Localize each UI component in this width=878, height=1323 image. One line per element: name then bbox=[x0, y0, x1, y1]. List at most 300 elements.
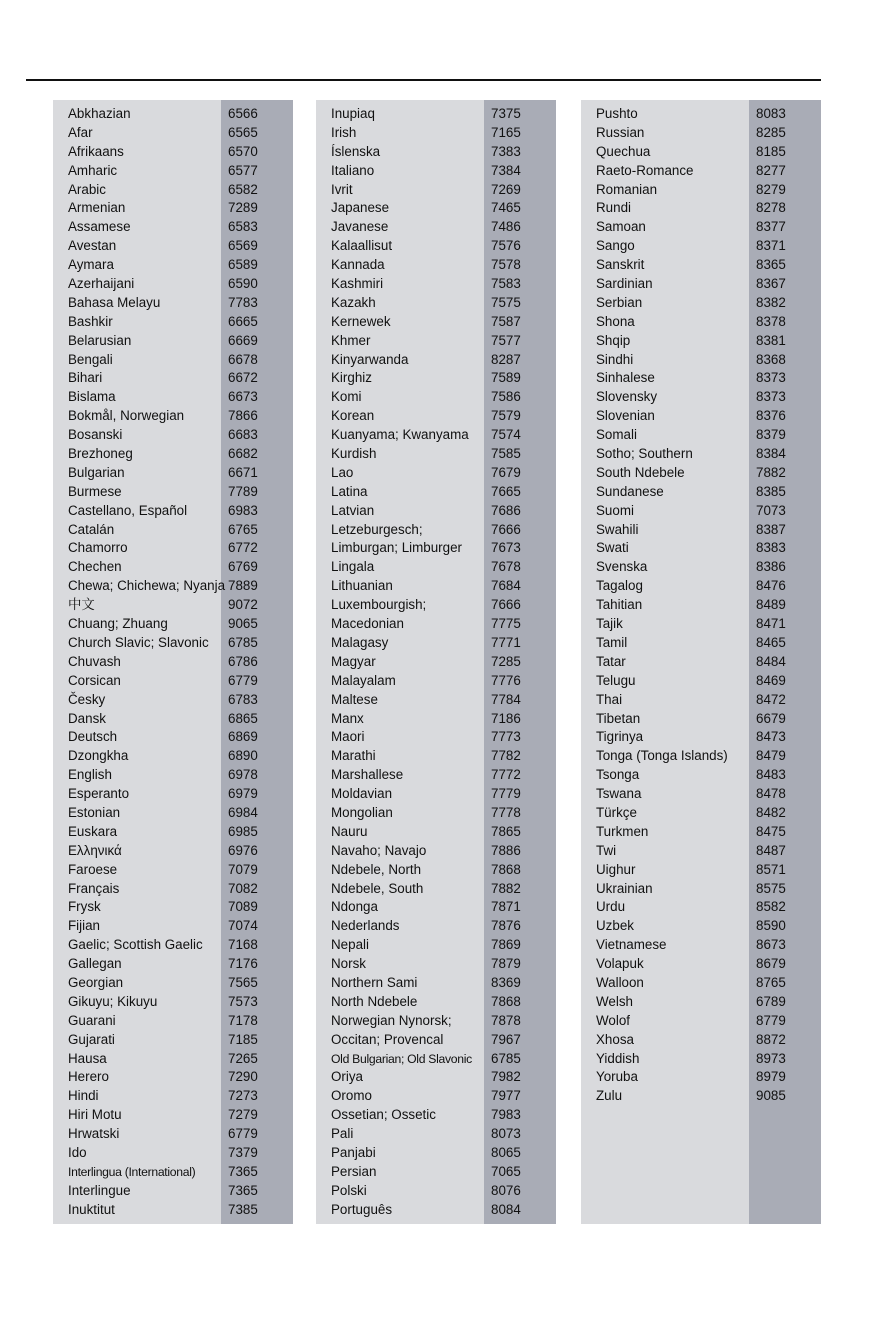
language-row bbox=[581, 369, 821, 388]
language-name: Malayalam bbox=[331, 672, 396, 688]
language-row bbox=[581, 1050, 821, 1069]
language-code: 7579 bbox=[491, 408, 521, 424]
language-name: Nederlands bbox=[331, 918, 400, 934]
language-code: 8387 bbox=[756, 521, 786, 537]
language-row bbox=[53, 351, 293, 370]
language-name: Volapuk bbox=[596, 956, 644, 972]
language-name: Tigrinya bbox=[596, 729, 644, 745]
language-name: Afar bbox=[68, 124, 93, 140]
language-name: Thai bbox=[596, 691, 623, 707]
language-code: 7666 bbox=[491, 597, 521, 613]
language-row bbox=[53, 1182, 293, 1201]
language-row bbox=[316, 898, 556, 917]
language-name: Esperanto bbox=[68, 786, 130, 802]
language-code: 7573 bbox=[228, 993, 258, 1009]
language-name: Azerhaijani bbox=[68, 276, 135, 292]
language-code: 8185 bbox=[756, 143, 786, 159]
language-name: Tamil bbox=[596, 634, 628, 650]
language-code: 7771 bbox=[491, 634, 521, 650]
language-code: 7876 bbox=[491, 918, 521, 934]
language-name: Slovenian bbox=[596, 408, 655, 424]
language-name: Slovensky bbox=[596, 389, 658, 405]
language-code: 7576 bbox=[491, 238, 521, 254]
language-code: 7587 bbox=[491, 313, 521, 329]
language-name: Sango bbox=[596, 238, 635, 254]
language-code: 8369 bbox=[491, 974, 521, 990]
language-row bbox=[53, 313, 293, 332]
language-name: Latina bbox=[331, 483, 368, 499]
language-name: English bbox=[68, 767, 112, 783]
language-name: Kannada bbox=[331, 257, 385, 273]
language-row bbox=[316, 426, 556, 445]
language-name: Íslenska bbox=[331, 143, 381, 159]
language-row bbox=[581, 955, 821, 974]
language-row bbox=[53, 634, 293, 653]
language-name: Khmer bbox=[331, 332, 371, 348]
language-code: 7289 bbox=[228, 200, 258, 216]
language-code: 6865 bbox=[228, 710, 258, 726]
language-row bbox=[581, 634, 821, 653]
language-code: 7383 bbox=[491, 143, 521, 159]
language-name: Bashkir bbox=[68, 313, 113, 329]
language-name: Tagalog bbox=[596, 578, 643, 594]
language-name: Walloon bbox=[596, 974, 644, 990]
language-name: Dzongkha bbox=[68, 748, 129, 764]
language-code: 8765 bbox=[756, 974, 786, 990]
language-code: 8287 bbox=[491, 351, 521, 367]
language-code: 8385 bbox=[756, 483, 786, 499]
language-row bbox=[581, 294, 821, 313]
language-code: 6769 bbox=[228, 559, 258, 575]
language-name: Burmese bbox=[68, 483, 122, 499]
language-row bbox=[316, 1163, 556, 1182]
language-row bbox=[316, 710, 556, 729]
language-name: Kazakh bbox=[331, 294, 376, 310]
language-code: 8673 bbox=[756, 937, 786, 953]
language-row bbox=[53, 162, 293, 181]
language-code: 8371 bbox=[756, 238, 786, 254]
language-name: Português bbox=[331, 1201, 393, 1217]
language-row bbox=[581, 785, 821, 804]
language-row bbox=[581, 1012, 821, 1031]
language-row bbox=[53, 728, 293, 747]
language-name: Marathi bbox=[331, 748, 376, 764]
language-code: 7178 bbox=[228, 1012, 258, 1028]
language-row bbox=[581, 823, 821, 842]
language-name: Kernewek bbox=[331, 313, 391, 329]
language-name: Svenska bbox=[596, 559, 648, 575]
language-row bbox=[53, 445, 293, 464]
language-name: Norwegian Nynorsk; bbox=[331, 1012, 452, 1028]
language-code: 8473 bbox=[756, 729, 786, 745]
language-name: Tonga (Tonga Islands) bbox=[596, 748, 728, 764]
language-row bbox=[316, 823, 556, 842]
language-row bbox=[581, 747, 821, 766]
language-name: Rundi bbox=[596, 200, 631, 216]
language-name: Wolof bbox=[596, 1012, 630, 1028]
language-name: Church Slavic; Slavonic bbox=[68, 634, 209, 650]
language-row bbox=[316, 728, 556, 747]
language-code: 7279 bbox=[228, 1107, 258, 1123]
language-code: 8472 bbox=[756, 691, 786, 707]
language-row bbox=[316, 124, 556, 143]
language-name: Maltese bbox=[331, 691, 378, 707]
language-code: 8478 bbox=[756, 786, 786, 802]
language-row bbox=[581, 898, 821, 917]
language-code: 8386 bbox=[756, 559, 786, 575]
language-row bbox=[581, 275, 821, 294]
language-name: Marshallese bbox=[331, 767, 404, 783]
language-name: Telugu bbox=[596, 672, 636, 688]
language-row bbox=[53, 974, 293, 993]
language-row bbox=[581, 199, 821, 218]
language-row bbox=[581, 124, 821, 143]
language-row bbox=[316, 275, 556, 294]
language-code: 7679 bbox=[491, 464, 521, 480]
language-row bbox=[581, 105, 821, 124]
language-name: Bengali bbox=[68, 351, 113, 367]
language-name: Swahili bbox=[596, 521, 639, 537]
language-name: Suomi bbox=[596, 502, 634, 518]
language-code: 9072 bbox=[228, 597, 258, 613]
language-name: Hiri Motu bbox=[68, 1107, 122, 1123]
language-code: 6785 bbox=[228, 634, 258, 650]
language-row bbox=[53, 388, 293, 407]
language-code: 7882 bbox=[491, 880, 521, 896]
language-code: 7186 bbox=[491, 710, 521, 726]
language-name: Gujarati bbox=[68, 1031, 115, 1047]
language-row bbox=[316, 1050, 556, 1069]
language-code: 6984 bbox=[228, 804, 258, 820]
language-row bbox=[581, 710, 821, 729]
language-row bbox=[316, 105, 556, 124]
language-name: Nauru bbox=[331, 823, 368, 839]
language-code: 8368 bbox=[756, 351, 786, 367]
language-code: 7176 bbox=[228, 956, 258, 972]
language-row bbox=[581, 880, 821, 899]
language-row bbox=[53, 710, 293, 729]
language-name: Deutsch bbox=[68, 729, 118, 745]
language-row bbox=[53, 294, 293, 313]
language-row bbox=[53, 747, 293, 766]
language-code: 8475 bbox=[756, 823, 786, 839]
language-name: Français bbox=[68, 880, 120, 896]
language-code: 8365 bbox=[756, 257, 786, 273]
language-name: Ossetian; Ossetic bbox=[331, 1107, 436, 1123]
language-name: Abkhazian bbox=[68, 106, 131, 121]
language-row bbox=[53, 407, 293, 426]
language-name: Japanese bbox=[331, 200, 390, 216]
language-list bbox=[53, 105, 293, 1220]
language-row bbox=[316, 294, 556, 313]
language-code: 7285 bbox=[491, 653, 521, 669]
language-code: 7882 bbox=[756, 464, 786, 480]
language-name: Old Bulgarian; Old Slavonic bbox=[331, 1051, 472, 1066]
language-name: Persian bbox=[331, 1163, 377, 1179]
language-code: 6785 bbox=[491, 1050, 521, 1066]
language-name: Lao bbox=[331, 464, 354, 480]
language-name: Uzbek bbox=[596, 918, 634, 934]
language-row bbox=[581, 181, 821, 200]
language-row bbox=[53, 1201, 293, 1220]
language-name: Euskara bbox=[68, 823, 118, 839]
language-row bbox=[53, 521, 293, 540]
language-row bbox=[581, 426, 821, 445]
language-row bbox=[53, 275, 293, 294]
language-code: 7384 bbox=[491, 162, 521, 178]
language-code: 8489 bbox=[756, 597, 786, 613]
language-name: Ndebele, South bbox=[331, 880, 424, 896]
language-code: 8084 bbox=[491, 1201, 521, 1217]
language-name: Corsican bbox=[68, 672, 121, 688]
language-row bbox=[53, 596, 293, 615]
language-row bbox=[316, 596, 556, 615]
language-code: 6682 bbox=[228, 446, 258, 462]
language-row bbox=[316, 1125, 556, 1144]
language-code: 7868 bbox=[491, 861, 521, 877]
language-code: 8376 bbox=[756, 408, 786, 424]
language-row bbox=[581, 558, 821, 577]
language-name: Sindhi bbox=[596, 351, 634, 367]
language-name: Chechen bbox=[68, 559, 122, 575]
language-name: Chuvash bbox=[68, 653, 121, 669]
language-code: 7465 bbox=[491, 200, 521, 216]
language-row bbox=[316, 539, 556, 558]
language-row bbox=[316, 1144, 556, 1163]
language-row bbox=[53, 880, 293, 899]
language-row bbox=[53, 577, 293, 596]
language-code: 7585 bbox=[491, 446, 521, 462]
language-code: 8590 bbox=[756, 918, 786, 934]
language-code: 6979 bbox=[228, 786, 258, 802]
language-code: 7365 bbox=[228, 1163, 258, 1179]
language-code-table-column-2 bbox=[316, 100, 556, 1224]
language-row bbox=[53, 823, 293, 842]
language-code: 8076 bbox=[491, 1182, 521, 1198]
language-code: 6665 bbox=[228, 313, 258, 329]
language-name: Guarani bbox=[68, 1012, 116, 1028]
language-code: 6789 bbox=[756, 993, 786, 1009]
language-code: 8073 bbox=[491, 1126, 521, 1142]
language-name: Navaho; Navajo bbox=[331, 842, 427, 858]
language-name: Chamorro bbox=[68, 540, 128, 556]
language-row bbox=[581, 917, 821, 936]
language-code: 8979 bbox=[756, 1069, 786, 1085]
language-row bbox=[581, 539, 821, 558]
language-code: 8285 bbox=[756, 124, 786, 140]
language-name: Ndebele, North bbox=[331, 861, 422, 877]
language-row bbox=[316, 1201, 556, 1220]
language-code: 7782 bbox=[491, 748, 521, 764]
language-name: Afrikaans bbox=[68, 143, 124, 159]
language-code: 7074 bbox=[228, 918, 258, 934]
language-row bbox=[53, 332, 293, 351]
language-code: 7983 bbox=[491, 1107, 521, 1123]
language-code: 7578 bbox=[491, 257, 521, 273]
language-row bbox=[581, 1068, 821, 1087]
language-name: 中文 bbox=[68, 597, 95, 613]
language-code: 7865 bbox=[491, 823, 521, 839]
language-code: 6582 bbox=[228, 181, 258, 197]
language-code: 6779 bbox=[228, 1126, 258, 1142]
language-row bbox=[316, 785, 556, 804]
language-row bbox=[316, 1106, 556, 1125]
language-code: 7565 bbox=[228, 974, 258, 990]
language-code-table-column-1 bbox=[53, 100, 293, 1224]
language-row bbox=[316, 143, 556, 162]
language-name: Türkçe bbox=[596, 804, 637, 820]
language-name: Kalaallisut bbox=[331, 238, 393, 254]
language-code: 8471 bbox=[756, 616, 786, 632]
language-row bbox=[53, 502, 293, 521]
language-code: 8378 bbox=[756, 313, 786, 329]
language-code: 6669 bbox=[228, 332, 258, 348]
language-row bbox=[53, 672, 293, 691]
language-code: 8973 bbox=[756, 1050, 786, 1066]
language-name: Somali bbox=[596, 427, 637, 443]
language-row bbox=[53, 199, 293, 218]
language-name: Armenian bbox=[68, 200, 126, 216]
language-row bbox=[53, 1031, 293, 1050]
language-name: Hrwatski bbox=[68, 1126, 120, 1142]
language-row bbox=[581, 596, 821, 615]
language-row bbox=[316, 1068, 556, 1087]
language-row bbox=[316, 407, 556, 426]
language-row bbox=[581, 483, 821, 502]
language-name: Česky bbox=[68, 691, 106, 707]
language-code: 6783 bbox=[228, 691, 258, 707]
language-code: 8465 bbox=[756, 634, 786, 650]
language-code: 6672 bbox=[228, 370, 258, 386]
language-row bbox=[581, 691, 821, 710]
language-row bbox=[53, 993, 293, 1012]
language-name: Interlingua (International) bbox=[68, 1164, 196, 1179]
language-row bbox=[581, 502, 821, 521]
language-row bbox=[316, 766, 556, 785]
language-row bbox=[316, 162, 556, 181]
language-row bbox=[53, 124, 293, 143]
language-row bbox=[316, 558, 556, 577]
language-code: 9065 bbox=[228, 616, 258, 632]
language-row bbox=[581, 1087, 821, 1106]
language-code: 7773 bbox=[491, 729, 521, 745]
language-name: Sardinian bbox=[596, 276, 653, 292]
language-row bbox=[316, 1031, 556, 1050]
language-name: Maori bbox=[331, 729, 365, 745]
language-name: Limburgan; Limburger bbox=[331, 540, 462, 556]
language-name: Panjabi bbox=[331, 1144, 376, 1160]
language-row bbox=[581, 521, 821, 540]
language-name: Lithuanian bbox=[331, 578, 393, 594]
language-row bbox=[53, 861, 293, 880]
language-row bbox=[53, 558, 293, 577]
language-code: 7079 bbox=[228, 861, 258, 877]
language-code: 7775 bbox=[491, 616, 521, 632]
language-row bbox=[581, 804, 821, 823]
language-code: 7886 bbox=[491, 842, 521, 858]
language-row bbox=[53, 615, 293, 634]
language-code: 7879 bbox=[491, 956, 521, 972]
language-name: Chewa; Chichewa; Nyanja bbox=[68, 578, 226, 594]
language-code: 6786 bbox=[228, 653, 258, 669]
language-code: 8469 bbox=[756, 672, 786, 688]
language-name: Romanian bbox=[596, 181, 658, 197]
language-row bbox=[581, 407, 821, 426]
language-code: 7574 bbox=[491, 427, 521, 443]
language-name: Ido bbox=[68, 1144, 87, 1160]
language-code: 8582 bbox=[756, 899, 786, 915]
language-row bbox=[316, 1182, 556, 1201]
language-row bbox=[316, 483, 556, 502]
language-name: Dansk bbox=[68, 710, 106, 726]
language-name: Tibetan bbox=[596, 710, 641, 726]
language-row bbox=[316, 313, 556, 332]
language-code: 7065 bbox=[491, 1163, 521, 1179]
language-row bbox=[581, 237, 821, 256]
language-name: Fijian bbox=[68, 918, 100, 934]
language-code: 6678 bbox=[228, 351, 258, 367]
language-row bbox=[53, 464, 293, 483]
language-code: 7385 bbox=[228, 1201, 258, 1217]
language-code: 7686 bbox=[491, 502, 521, 518]
language-code: 8382 bbox=[756, 294, 786, 310]
language-row bbox=[581, 143, 821, 162]
language-code: 6577 bbox=[228, 162, 258, 178]
language-row bbox=[581, 218, 821, 237]
language-name: Ndonga bbox=[331, 899, 378, 915]
language-name: Inupiaq bbox=[331, 106, 375, 121]
language-name: Italiano bbox=[331, 162, 375, 178]
language-name: Bosanski bbox=[68, 427, 123, 443]
language-list bbox=[581, 105, 821, 1106]
language-code: 6683 bbox=[228, 427, 258, 443]
language-code: 7673 bbox=[491, 540, 521, 556]
language-name: Latvian bbox=[331, 502, 375, 518]
language-name: Yiddish bbox=[596, 1050, 640, 1066]
language-code: 7365 bbox=[228, 1182, 258, 1198]
language-row bbox=[53, 1087, 293, 1106]
language-code: 7684 bbox=[491, 578, 521, 594]
language-name: Malagasy bbox=[331, 634, 389, 650]
language-name: Bihari bbox=[68, 370, 103, 386]
language-code: 6679 bbox=[756, 710, 786, 726]
language-row bbox=[581, 615, 821, 634]
language-row bbox=[316, 917, 556, 936]
language-row bbox=[53, 1050, 293, 1069]
language-code: 7165 bbox=[491, 124, 521, 140]
language-name: Amharic bbox=[68, 162, 118, 178]
language-row bbox=[53, 1106, 293, 1125]
language-name: Arabic bbox=[68, 181, 106, 197]
language-code: 7273 bbox=[228, 1088, 258, 1104]
language-row bbox=[53, 842, 293, 861]
language-code: 7977 bbox=[491, 1088, 521, 1104]
language-code: 8384 bbox=[756, 446, 786, 462]
language-code: 7772 bbox=[491, 767, 521, 783]
language-code: 8278 bbox=[756, 200, 786, 216]
language-name: Shona bbox=[596, 313, 635, 329]
language-row bbox=[316, 691, 556, 710]
language-code: 7678 bbox=[491, 559, 521, 575]
language-code: 7778 bbox=[491, 804, 521, 820]
language-row bbox=[581, 464, 821, 483]
language-name: Yoruba bbox=[596, 1069, 638, 1085]
language-name: Ivrit bbox=[331, 181, 353, 197]
language-name: Oriya bbox=[331, 1069, 363, 1085]
language-row bbox=[316, 936, 556, 955]
language-code: 6976 bbox=[228, 842, 258, 858]
language-name: Georgian bbox=[68, 974, 124, 990]
